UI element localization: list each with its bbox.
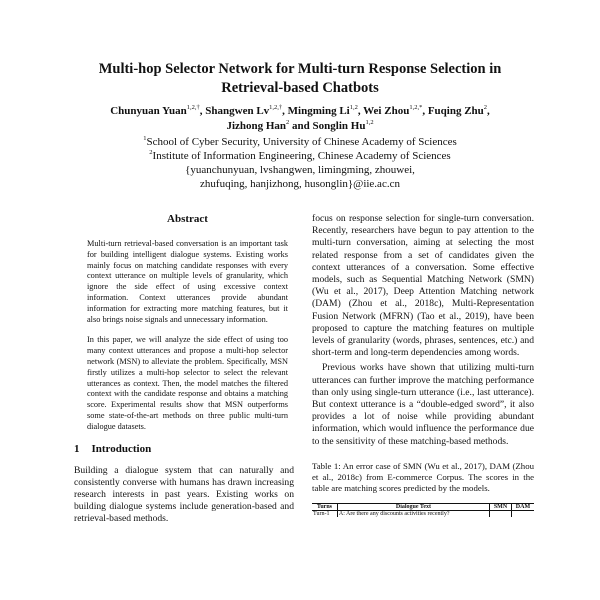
table-header-cell: SMN — [490, 503, 512, 510]
table-cell — [490, 510, 512, 517]
section-heading-introduction — [74, 443, 295, 455]
table-cell: A: Are there any discounts activities recently? — [337, 510, 489, 517]
author-sup: 2 — [286, 119, 290, 126]
author-sup: 1,2,† — [269, 104, 283, 111]
table-row — [312, 510, 534, 517]
affiliations — [60, 135, 540, 191]
affiliation-text: School of Cyber Security, University of Chinese Academy of Sciences — [146, 136, 457, 148]
table-caption: Table 1: An error case of SMN (Wu et al., 2017), DAM (Zhou et al., 2018c) from E-commerce Corpus. The scores in the table are matching scores predicted by the models. — [312, 460, 534, 493]
error-case-table — [312, 503, 534, 517]
body-paragraph: focus on response selection for single-turn conversation. Recently, researchers have begun to pay attention to the multi-turn conversation, aiming at selecting the most related response from a set of candidates given the context utterances of a conversation. Some effective models, such as Sequential Matching Network (SMN) (Wu et al., 2017), Deep Attention Matching network (DAM) (Zhou et al., 2018c), Multi-Representation Fusion Network (MFRN) (Tao et al., 2019), have been proposed to capture the matching features on multiple levels of granularity (words, phrases, sentences, etc.) and short-term and long-term dependencies among words. — [312, 213, 534, 359]
paper-title: Multi-hop Selector Network for Multi-turn Response Selection in Retrieval-based Chatbots — [98, 61, 502, 96]
author-name: Mingming Li — [287, 105, 350, 117]
abstract-paragraph: Multi-turn retrieval-based conversation is an important task for building intelligent dialogue systems. Existing works mainly focus on matching candidate responses with every context utterance on multiple levels of granularity, which ignore the side effect of using excessive context information. Context utterances provide abundant information for extracting more matching features, but it also brings noise signals and unnecessary information. — [87, 239, 288, 324]
affiliation-text: Institute of Information Engineering, Chinese Academy of Sciences — [152, 150, 451, 162]
author-separator: , — [282, 105, 288, 117]
author-name: Songlin Hu — [312, 120, 366, 132]
abstract-heading: Abstract — [167, 213, 208, 225]
intro-paragraph: Building a dialogue system that can naturally and consistently converse with humans has drawn increasing research interests in past years. Existing works on building dialogue systems include generation-based and retrieval-based methods. — [74, 464, 294, 525]
author-separator: , — [199, 105, 206, 117]
author-name: Shangwen Lv — [205, 105, 270, 117]
author-sup: 2 — [483, 104, 488, 111]
author-sup: 1,2,* — [409, 104, 423, 111]
author-name: Chunyuan Yuan — [110, 105, 187, 117]
email-line: {yuanchunyuan, lvshangwen, limingming, zhouwei, — [185, 164, 415, 176]
affiliation-line — [60, 149, 540, 163]
affiliation-sup: 1 — [143, 135, 147, 142]
section-number: 1 — [74, 442, 80, 455]
author-name: Jizhong Han — [226, 120, 287, 132]
author-name: Wei Zhou — [363, 105, 410, 117]
author-separator: , — [487, 105, 490, 117]
section-title: Introduction — [91, 442, 152, 455]
author-line-1 — [60, 104, 540, 119]
author-line-2 — [60, 119, 540, 134]
author-separator: , — [422, 105, 428, 117]
author-sup: 1,2 — [349, 104, 358, 111]
author-sup: 1,2 — [365, 119, 374, 126]
author-name: Fuqing Zhu — [427, 105, 484, 117]
author-separator: , — [357, 105, 364, 117]
author-sup: 1,2,† — [186, 104, 200, 111]
table-header-cell: DAM — [511, 503, 534, 510]
affiliation-sup: 2 — [149, 149, 153, 156]
affiliation-line — [60, 135, 540, 149]
email-line: zhufuqing, hanjizhong, husonglin}@iie.ac.cn — [200, 178, 400, 190]
table-header-row — [312, 503, 534, 510]
author-list — [60, 104, 540, 134]
table-header-cell: Turns — [312, 503, 337, 510]
left-column — [74, 213, 295, 526]
table-header-cell: Dialogue Text — [337, 503, 489, 510]
body-paragraph: Previous works have shown that utilizing multi-turn utterances can further improve the matching performance than only using single-turn utterance (i.e., last utterance). But context utterance is a “double-edged sword”, it also provides a lot of noise while providing abundant information, which would influence the performance due to the sensitivity of these matching-based methods. — [312, 362, 534, 447]
abstract-paragraph: In this paper, we will analyze the side effect of using too many context utterances and propose a multi-hop selector network (MSN) to alleviate the problem. Specifically, MSN firstly utilizes a multi-hop selector to select the relevant utterances as context. Then, the model matches the filtered context with the candidate response and obtains a matching score. Experimental results show that MSN outperforms some state-of-the-art methods on three public multi-turn dialogue datasets. — [87, 335, 288, 431]
author-separator: and — [289, 120, 313, 132]
table-cell: Turn-1 — [313, 510, 330, 517]
table-cell — [511, 510, 534, 517]
right-column — [312, 213, 534, 517]
